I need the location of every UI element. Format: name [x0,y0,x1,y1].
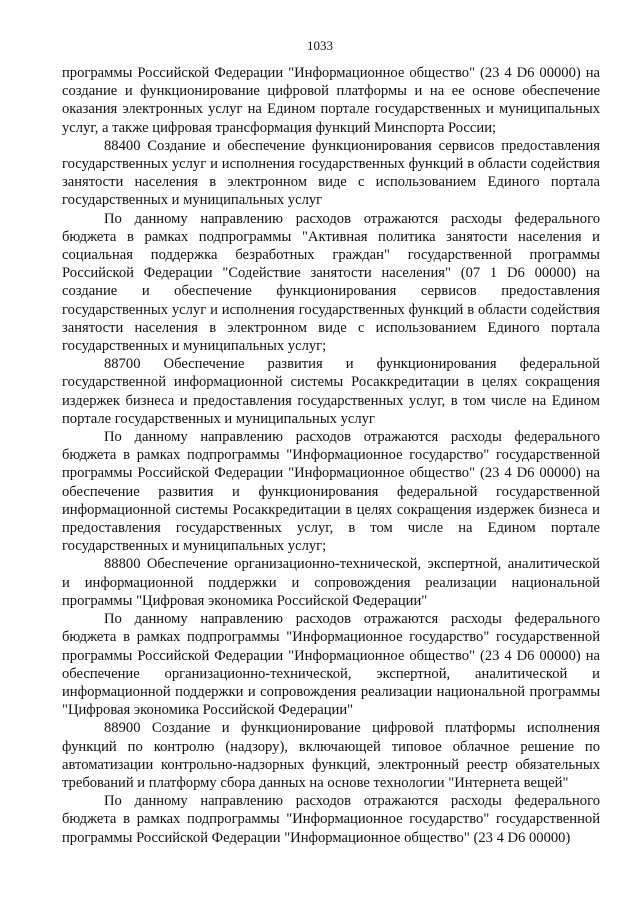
paragraph-88400-body: По данному направлению расходов отражаются расходы федерального бюджета в рамках подпрограммы "Активная политика занятости населения и социальная поддержка безработных граждан" государственной программы Российской Федерации "Содействие занятости населения" (07 1 D6 00000) на создание и обеспечение функционирования сервисов предоставления государственных услуг и исполнения государственных функций в области содействия занятости населения в электронном виде с использованием Единого портала государственных и муниципальных услуг; [62,210,600,355]
paragraph-88800-heading: 88800 Обеспечение организационно-технической, экспертной, аналитической и информационной поддержки и сопровождения реализации национальной программы "Цифровая экономика Российской Федерации" [62,556,600,609]
paragraph-88700-heading: 88700 Обеспечение развития и функционирования федеральной государственной информационной системы Росаккредитации в целях сокращения издержек бизнеса и предоставления государственных услуг, в том числе на Едином портале государственных и муниципальных услуг [62,356,600,427]
paragraph-88400-heading: 88400 Создание и обеспечение функционирования сервисов предоставления государственных услуг и исполнения государственных функций в области содействия занятости населения в электронном виде с использованием Единого портала государственных и муниципальных услуг [62,137,600,209]
paragraph-continuation: программы Российской Федерации "Информационное общество" (23 4 D6 00000) на создание и функционирование цифровой платформы и на ее основе обеспечение оказания электронных услуг на Едином портале государственных и муниципальных услуг, а также цифровая трансформация функций Минспорта России; [62,65,600,136]
page-number: 1033 [307,38,333,53]
paragraph-88700-body: По данному направлению расходов отражаются расходы федерального бюджета в рамках подпрограммы "Информационное государство" государственной программы Российской Федерации "Информационное общество" (23 4 D6 00000) на обеспечение развития и функционирования федеральной государственной информационной системы Росаккредитации в целях сокращения издержек бизнеса и предоставления государственных услуг, в том числе на Едином портале государственных и муниципальных услуг; [62,429,600,555]
paragraph-88900-heading: 88900 Создание и функционирование цифровой платформы исполнения функций по контролю (надзору), включающей типовое облачное решение по автоматизации контрольно-надзорных функций, электронный реестр обязательных требований и платформу сбора данных на основе технологии "Интернета вещей" [62,720,600,791]
paragraph-88800-body: По данному направлению расходов отражаются расходы федерального бюджета в рамках подпрограммы "Информационное государство" государственной программы Российской Федерации "Информационное общество" (23 4 D6 00000) на обеспечение организационно-технической, экспертной, аналитической и информационной поддержки и сопровождения реализации национальной программы "Цифровая экономика Российской Федерации" [62,611,600,719]
paragraph-88900-body: По данному направлению расходов отражаются расходы федерального бюджета в рамках подпрограммы "Информационное государство" государственной программы Российской Федерации "Информационное общество" (23 4 D6 00000) [62,793,600,846]
document-body [62,64,600,847]
